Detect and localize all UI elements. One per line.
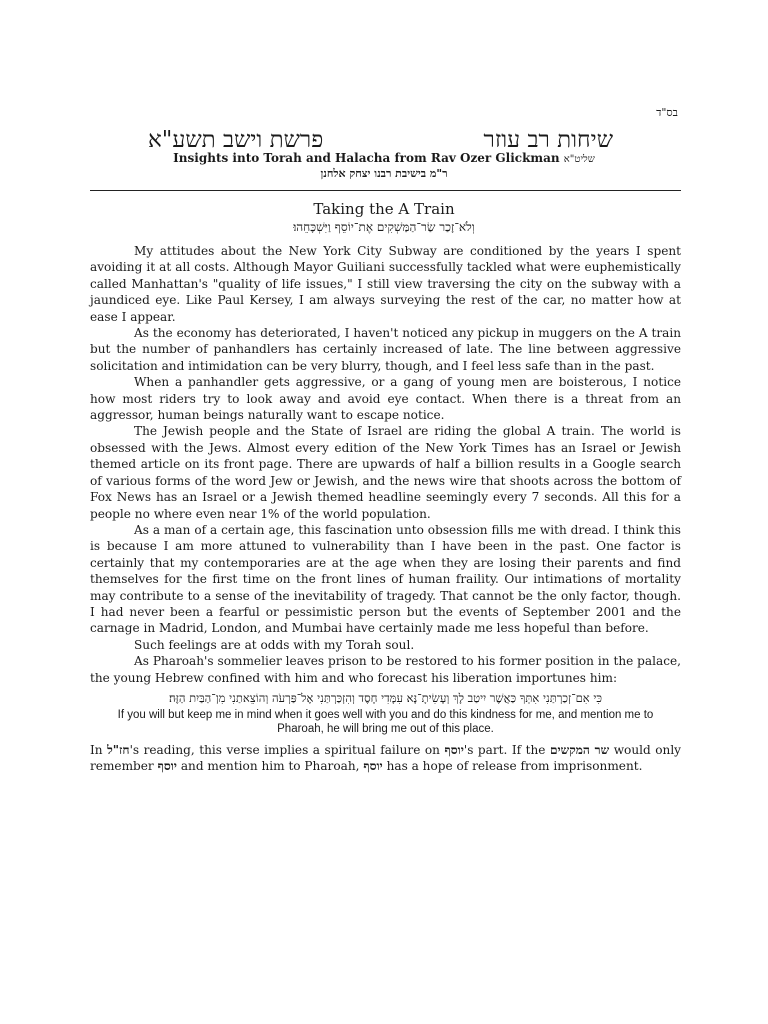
text-fragment: would only remember xyxy=(90,742,682,774)
hebrew-term: יוסף xyxy=(157,759,177,774)
text-fragment: 's part. If the xyxy=(463,742,550,757)
verse-translation: If you will but keep me in mind when it goes well with you and do this kindness for me, and mention me to Pharoah, he will bring me out of this place. xyxy=(117,708,654,735)
series-title: שיחות רב עוזר xyxy=(483,127,613,153)
paragraph: My attitudes about the New York City Subway are conditioned by the years I spent avoiding it at all costs. Although Mayor Guiliani successfully tackled what were euphemistically called Manhattan's "quality of life issues," I still view traversing the city on the subway with a jaundiced eye. Like Paul Kersey, I am always surveying the rest of the car, no matter how at ease I appear. xyxy=(90,244,681,324)
text-fragment: 's reading, this verse implies a spiritual failure on xyxy=(129,742,445,757)
text-fragment: In xyxy=(90,742,108,757)
article-body xyxy=(90,243,681,775)
hebrew-term: יוסף xyxy=(444,742,464,757)
shlita-honorific: שליט"א xyxy=(563,154,595,165)
hebrew-term: יוסף xyxy=(363,759,383,774)
bsd-mark: בס"ד xyxy=(656,106,678,119)
subtitle xyxy=(0,151,768,165)
paragraph: As the economy has deteriorated, I haven't noticed any pickup in muggers on the A train but the number of panhandlers has certainly increased of late. The line between aggressive solicitation and intimidation can be very blurry, though, and I feel less safe than in the past. xyxy=(90,326,681,373)
paragraph: As a man of a certain age, this fascination unto obsession fills me with dread. I think this is because I am more attuned to vulnerability than I have been in the past. One factor is certainly that my contemporaries are at the age when they are losing their parents and find themselves for the first time on the front lines of human fraility. Our intimations of mortality may contribute to a sense of the inevitability of tragedy. That cannot be the only factor, though. I had never been a fearful or pessimistic person but the events of September 2001 and the carnage in Madrid, London, and Mumbai have certainly made me less hopeful than before. xyxy=(90,522,681,636)
hebrew-verse: כִּי אִם־זְכַרְתַּנִי אִתְּךָ כַּאֲשֶׁר יִיטַב לָךְ וְעָשִׂיתָ־נָּא עִמָּדִי חָסֶד וְהִזְכַּרְתַּנִי אֶל־פַּרְעֹה וְהוֹצֵאתַנִי מִן־הַבַּיִת הַזֶּה׃ xyxy=(169,690,602,705)
hebrew-term: שר המקשים xyxy=(549,742,610,757)
final-paragraph xyxy=(90,742,681,775)
text-fragment: has a hope of release from imprisonment. xyxy=(382,759,643,774)
rosh-yeshiva-line: ר"מ בישיבת רבנו יצחק אלחנן xyxy=(320,167,448,180)
hebrew-term: חז"ל xyxy=(107,742,130,757)
subtitle-text: Insights into Torah and Halacha from Rav Ozer Glickman xyxy=(173,151,560,165)
paragraph: The Jewish people and the State of Israel are riding the global A train. The world is obsessed with the Jews. Almost every edition of the New York Times has an Israel or Jewish themed article on its front page. There are upwards of half a billion results in a Google search of various forms of the word Jew or Jewish, and the news wire that shoots across the bottom of Fox News has an Israel or a Jewish themed headline seemingly every 7 seconds. All this for a people no where even near 1% of the world population. xyxy=(90,424,681,521)
paragraph: When a panhandler gets aggressive, or a gang of young men are boisterous, I notice how most riders try to look away and avoid eye contact. When there is a threat from an aggressor, human beings naturally want to escape notice. xyxy=(90,375,681,423)
parsha-title: פרשת וישב תשע"א xyxy=(148,127,324,153)
paragraph: Such feelings are at odds with my Torah soul. xyxy=(134,637,415,652)
text-fragment: and mention him to Pharoah, xyxy=(176,759,364,774)
opening-verse: וְלֹא־זָכַר שַׂר־הַמַּשְׁקִים אֶת־יוֹסֵף וַיִּשְׁכָּחֵהוּ׃ xyxy=(293,220,475,234)
header-divider xyxy=(90,190,681,191)
article-title: Taking the A Train xyxy=(313,200,455,218)
paragraph: As Pharoah's sommelier leaves prison to be restored to his former position in the palace, the young Hebrew confined with him and who forecast his liberation importunes him: xyxy=(90,654,681,685)
